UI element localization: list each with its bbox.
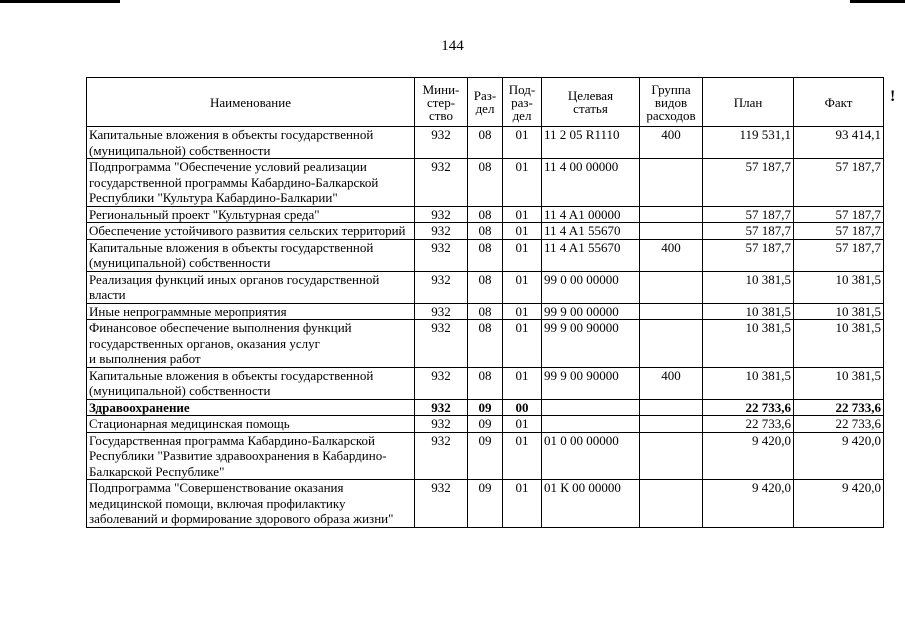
table-row [87, 303, 884, 320]
cell-plan: 10 381,5 [703, 303, 794, 320]
header-plan: План [703, 78, 794, 127]
header-expense-group: Группа видов расходов [640, 78, 703, 127]
cell-fact: 22 733,6 [794, 416, 884, 433]
cell-plan: 57 187,7 [703, 159, 794, 207]
cell-section: 08 [468, 127, 503, 159]
cell-name: Капитальные вложения в объекты государственной (муниципальной) собственности [87, 127, 415, 159]
table-header-row [87, 78, 884, 127]
cell-subsection: 01 [503, 159, 542, 207]
cell-target-article: 11 4 00 00000 [542, 159, 640, 207]
cell-subsection: 00 [503, 399, 542, 416]
cell-name: Здравоохранение [87, 399, 415, 416]
cell-subsection: 01 [503, 416, 542, 433]
cell-ministry: 932 [415, 480, 468, 528]
cell-section: 09 [468, 416, 503, 433]
cell-ministry: 932 [415, 159, 468, 207]
cell-name: Капитальные вложения в объекты государственной (муниципальной) собственности [87, 239, 415, 271]
cell-expense-group [640, 480, 703, 528]
header-subsection: Под- раз- дел [503, 78, 542, 127]
cell-subsection: 01 [503, 303, 542, 320]
cell-fact: 10 381,5 [794, 320, 884, 368]
cell-section: 08 [468, 223, 503, 240]
cell-name: Реализация функций иных органов государственной власти [87, 271, 415, 303]
cell-name: Государственная программа Кабардино-Балкарской Республики "Развитие здравоохранения в Кабардино-Балкарской Республике" [87, 432, 415, 480]
cell-section: 09 [468, 480, 503, 528]
cell-section: 08 [468, 206, 503, 223]
cell-plan: 119 531,1 [703, 127, 794, 159]
table-row [87, 223, 884, 240]
header-ministry: Мини- стер- ство [415, 78, 468, 127]
table-row [87, 367, 884, 399]
cell-target-article: 99 9 00 90000 [542, 367, 640, 399]
cell-fact: 57 187,7 [794, 206, 884, 223]
cell-name: Финансовое обеспечение выполнения функций государственных органов, оказания услуг и выполнения работ [87, 320, 415, 368]
cell-fact: 57 187,7 [794, 223, 884, 240]
cell-name: Региональный проект "Культурная среда" [87, 206, 415, 223]
cell-name: Иные непрограммные мероприятия [87, 303, 415, 320]
cell-expense-group [640, 399, 703, 416]
cell-target-article: 01 К 00 00000 [542, 480, 640, 528]
cell-subsection: 01 [503, 320, 542, 368]
cell-ministry: 932 [415, 223, 468, 240]
table-row [87, 480, 884, 528]
cell-plan: 9 420,0 [703, 480, 794, 528]
cell-target-article [542, 399, 640, 416]
header-name: Наименование [87, 78, 415, 127]
cell-subsection: 01 [503, 367, 542, 399]
cell-plan: 10 381,5 [703, 367, 794, 399]
cell-ministry: 932 [415, 432, 468, 480]
cell-subsection: 01 [503, 432, 542, 480]
page-number: 144 [441, 38, 464, 54]
cell-ministry: 932 [415, 367, 468, 399]
cell-section: 09 [468, 432, 503, 480]
cell-section: 08 [468, 271, 503, 303]
cell-target-article: 11 4 A1 55670 [542, 223, 640, 240]
cell-target-article: 99 9 00 90000 [542, 320, 640, 368]
cell-expense-group [640, 416, 703, 433]
cell-ministry: 932 [415, 127, 468, 159]
cell-plan: 22 733,6 [703, 416, 794, 433]
cell-ministry: 932 [415, 399, 468, 416]
cell-target-article: 01 0 00 00000 [542, 432, 640, 480]
cell-expense-group [640, 159, 703, 207]
table-row [87, 159, 884, 207]
cell-target-article [542, 416, 640, 433]
cell-target-article: 11 4 A1 55670 [542, 239, 640, 271]
cell-section: 08 [468, 239, 503, 271]
cell-name: Стационарная медицинская помощь [87, 416, 415, 433]
cell-expense-group [640, 303, 703, 320]
table-row [87, 271, 884, 303]
cell-ministry: 932 [415, 239, 468, 271]
cell-fact: 57 187,7 [794, 159, 884, 207]
table-row [87, 127, 884, 159]
top-border-line [850, 0, 905, 3]
cell-expense-group: 400 [640, 239, 703, 271]
budget-table [86, 77, 884, 528]
cell-section: 08 [468, 320, 503, 368]
top-border-line [0, 0, 120, 3]
table-row [87, 416, 884, 433]
cell-expense-group [640, 223, 703, 240]
cell-section: 08 [468, 303, 503, 320]
cell-expense-group [640, 271, 703, 303]
margin-mark: ! [890, 88, 896, 105]
cell-plan: 10 381,5 [703, 320, 794, 368]
header-section: Раз- дел [468, 78, 503, 127]
cell-ministry: 932 [415, 320, 468, 368]
cell-ministry: 932 [415, 206, 468, 223]
cell-fact: 10 381,5 [794, 303, 884, 320]
header-target-article: Целевая статья [542, 78, 640, 127]
cell-expense-group: 400 [640, 127, 703, 159]
cell-fact: 22 733,6 [794, 399, 884, 416]
cell-target-article: 99 0 00 00000 [542, 271, 640, 303]
cell-subsection: 01 [503, 223, 542, 240]
cell-expense-group [640, 206, 703, 223]
cell-fact: 57 187,7 [794, 239, 884, 271]
cell-plan: 57 187,7 [703, 223, 794, 240]
cell-subsection: 01 [503, 206, 542, 223]
cell-subsection: 01 [503, 239, 542, 271]
cell-expense-group: 400 [640, 367, 703, 399]
cell-expense-group [640, 320, 703, 368]
cell-section: 08 [468, 159, 503, 207]
table-row [87, 399, 884, 416]
cell-ministry: 932 [415, 416, 468, 433]
cell-name: Подпрограмма "Совершенствование оказания медицинской помощи, включая профилактику заболеваний и формирование здорового образа жизни" [87, 480, 415, 528]
cell-plan: 9 420,0 [703, 432, 794, 480]
cell-fact: 9 420,0 [794, 432, 884, 480]
cell-subsection: 01 [503, 271, 542, 303]
table-row [87, 432, 884, 480]
cell-subsection: 01 [503, 127, 542, 159]
cell-fact: 10 381,5 [794, 367, 884, 399]
cell-ministry: 932 [415, 271, 468, 303]
cell-section: 08 [468, 367, 503, 399]
cell-fact: 10 381,5 [794, 271, 884, 303]
table-row [87, 206, 884, 223]
cell-plan: 10 381,5 [703, 271, 794, 303]
cell-plan: 57 187,7 [703, 206, 794, 223]
cell-ministry: 932 [415, 303, 468, 320]
cell-target-article: 11 2 05 R1110 [542, 127, 640, 159]
cell-fact: 9 420,0 [794, 480, 884, 528]
cell-target-article: 99 9 00 00000 [542, 303, 640, 320]
cell-target-article: 11 4 A1 00000 [542, 206, 640, 223]
cell-name: Капитальные вложения в объекты государственной (муниципальной) собственности [87, 367, 415, 399]
cell-name: Подпрограмма "Обеспечение условий реализации государственной программы Кабардино-Балкарской Республики "Культура Кабардино-Балкарии" [87, 159, 415, 207]
cell-name: Обеспечение устойчивого развития сельских территорий [87, 223, 415, 240]
cell-plan: 22 733,6 [703, 399, 794, 416]
header-fact: Факт [794, 78, 884, 127]
table-row [87, 239, 884, 271]
cell-subsection: 01 [503, 480, 542, 528]
table-row [87, 320, 884, 368]
cell-expense-group [640, 432, 703, 480]
cell-plan: 57 187,7 [703, 239, 794, 271]
cell-section: 09 [468, 399, 503, 416]
cell-fact: 93 414,1 [794, 127, 884, 159]
